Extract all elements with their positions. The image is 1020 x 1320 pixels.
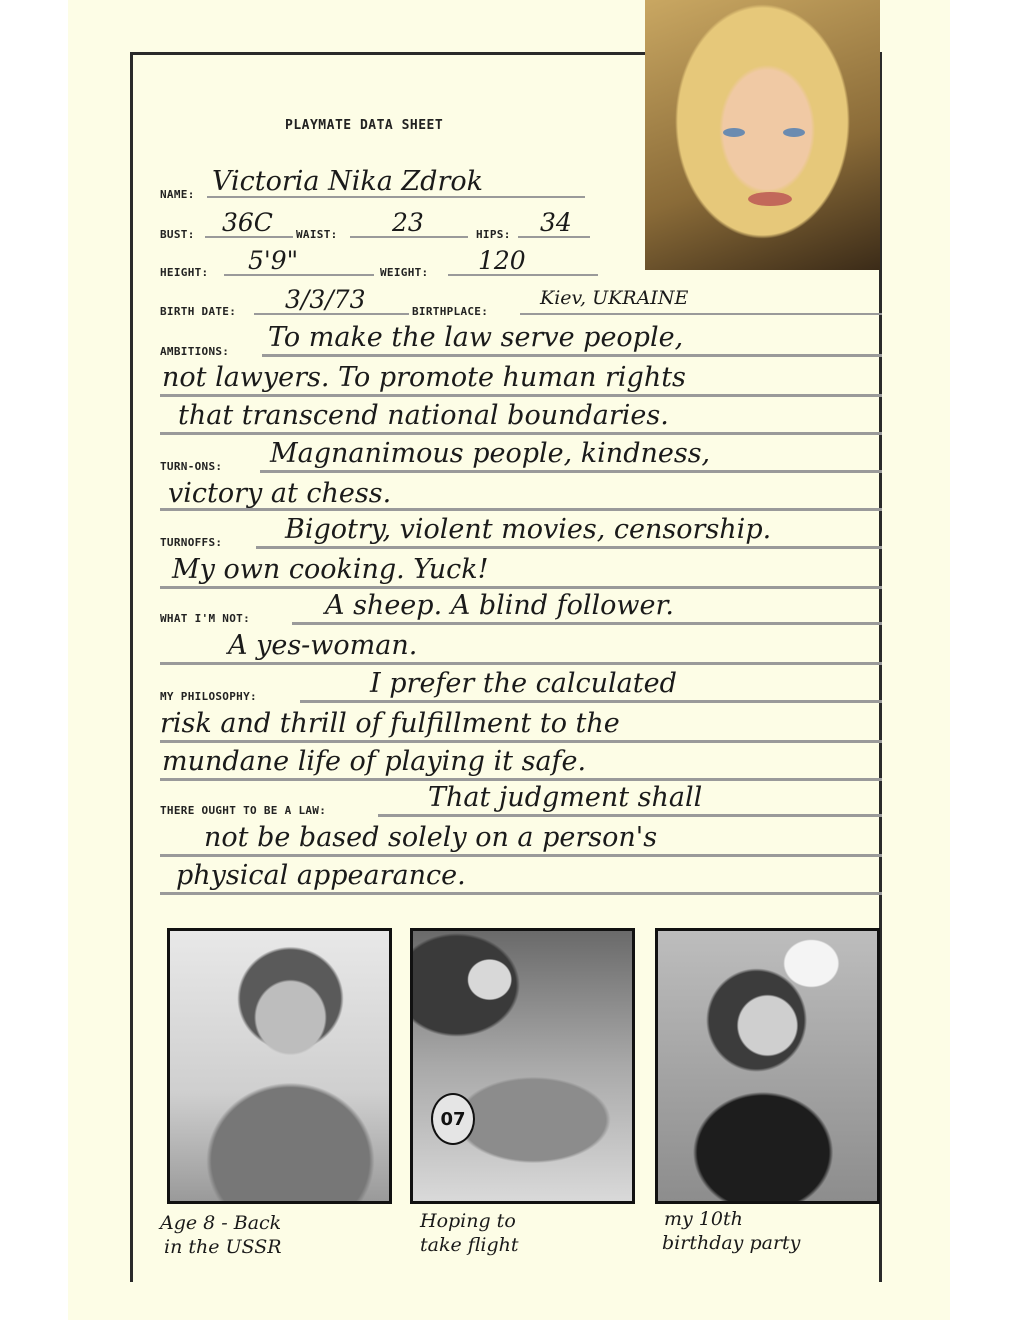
line-what-im-not [292, 622, 882, 625]
line-philosophy [160, 740, 882, 743]
line-what-im-not [160, 662, 882, 665]
value-bust: 36C [222, 208, 273, 237]
value-name: Victoria Nika Zdrok [212, 166, 483, 197]
label-turnoffs: TURNOFFS: [160, 536, 223, 549]
label-what-im-not: WHAT I'M NOT: [160, 612, 250, 625]
value-birthplace: Kiev, UKRAINE [540, 287, 689, 309]
label-turn-ons: TURN-ONS: [160, 460, 223, 473]
portrait-lips [748, 192, 792, 206]
portrait-eye [783, 128, 805, 137]
line-ambitions [160, 394, 882, 397]
line-there-ought [160, 892, 882, 895]
label-bust: BUST: [160, 228, 195, 241]
value-ambitions-line: To make the law serve people, [268, 322, 684, 353]
label-weight: WEIGHT: [380, 266, 429, 279]
line-turnoffs [160, 586, 882, 589]
value-weight: 120 [478, 246, 526, 275]
line-ambitions [262, 354, 882, 357]
label-my-philosophy: MY PHILOSOPHY: [160, 690, 257, 703]
value-what-im-not-line: A sheep. A blind follower. [325, 590, 675, 621]
line-turnoffs [256, 546, 882, 549]
line-turn-ons [160, 508, 882, 511]
caption-line: my 10th [664, 1208, 743, 1230]
line-philosophy [300, 700, 882, 703]
value-waist: 23 [392, 208, 424, 237]
value-turnoffs-line: My own cooking. Yuck! [172, 554, 489, 585]
caption-line: Age 8 - Back [160, 1212, 282, 1234]
label-ambitions: AMBITIONS: [160, 345, 230, 358]
line-weight [448, 274, 598, 276]
portrait-eye [723, 128, 745, 137]
line-philosophy [160, 778, 882, 781]
caption-line: in the USSR [164, 1236, 282, 1258]
value-there-ought-line: That judgment shall [428, 782, 703, 813]
label-birthplace: BIRTHPLACE: [412, 305, 489, 318]
value-height: 5'9" [248, 246, 299, 275]
value-birth-date: 3/3/73 [285, 285, 366, 314]
value-philosophy-line: I prefer the calculated [370, 668, 677, 699]
childhood-photo-age-8 [167, 928, 392, 1204]
value-ambitions-line: that transcend national boundaries. [178, 400, 669, 431]
childhood-photo-birthday [655, 928, 880, 1204]
caption-line: take flight [420, 1234, 519, 1256]
value-philosophy-line: risk and thrill of fulfillment to the [160, 708, 620, 739]
line-turn-ons [260, 470, 882, 473]
label-height: HEIGHT: [160, 266, 209, 279]
value-turn-ons-line: victory at chess. [168, 478, 392, 509]
label-waist: WAIST: [296, 228, 338, 241]
caption-line: Hoping to [420, 1210, 516, 1232]
line-waist [350, 236, 468, 238]
line-there-ought [378, 814, 882, 817]
caption-line: birthday party [662, 1232, 801, 1254]
label-there-ought: THERE OUGHT TO BE A LAW: [160, 804, 327, 817]
label-hips: HIPS: [476, 228, 511, 241]
value-philosophy-line: mundane life of playing it safe. [162, 746, 587, 777]
value-there-ought-line: physical appearance. [176, 860, 466, 891]
line-bust [205, 236, 293, 238]
value-what-im-not-line: A yes-woman. [228, 630, 418, 661]
value-hips: 34 [540, 208, 572, 237]
plane-number-badge: 07 [431, 1093, 475, 1145]
line-birth-date [254, 313, 409, 315]
line-ambitions [160, 432, 882, 435]
line-birthplace [520, 313, 882, 315]
line-name [207, 196, 585, 198]
value-turn-ons-line: Magnanimous people, kindness, [270, 438, 711, 469]
line-height [224, 274, 374, 276]
value-there-ought-line: not be based solely on a person's [204, 822, 658, 853]
value-turnoffs-line: Bigotry, violent movies, censorship. [285, 514, 772, 545]
childhood-photo-plane [410, 928, 635, 1204]
line-there-ought [160, 854, 882, 857]
sheet-title: PLAYMATE DATA SHEET [285, 118, 444, 133]
value-ambitions-line: not lawyers. To promote human rights [162, 362, 686, 393]
label-birth-date: BIRTH DATE: [160, 305, 237, 318]
line-hips [518, 236, 590, 238]
portrait-photo [645, 0, 880, 270]
label-name: NAME: [160, 188, 195, 201]
